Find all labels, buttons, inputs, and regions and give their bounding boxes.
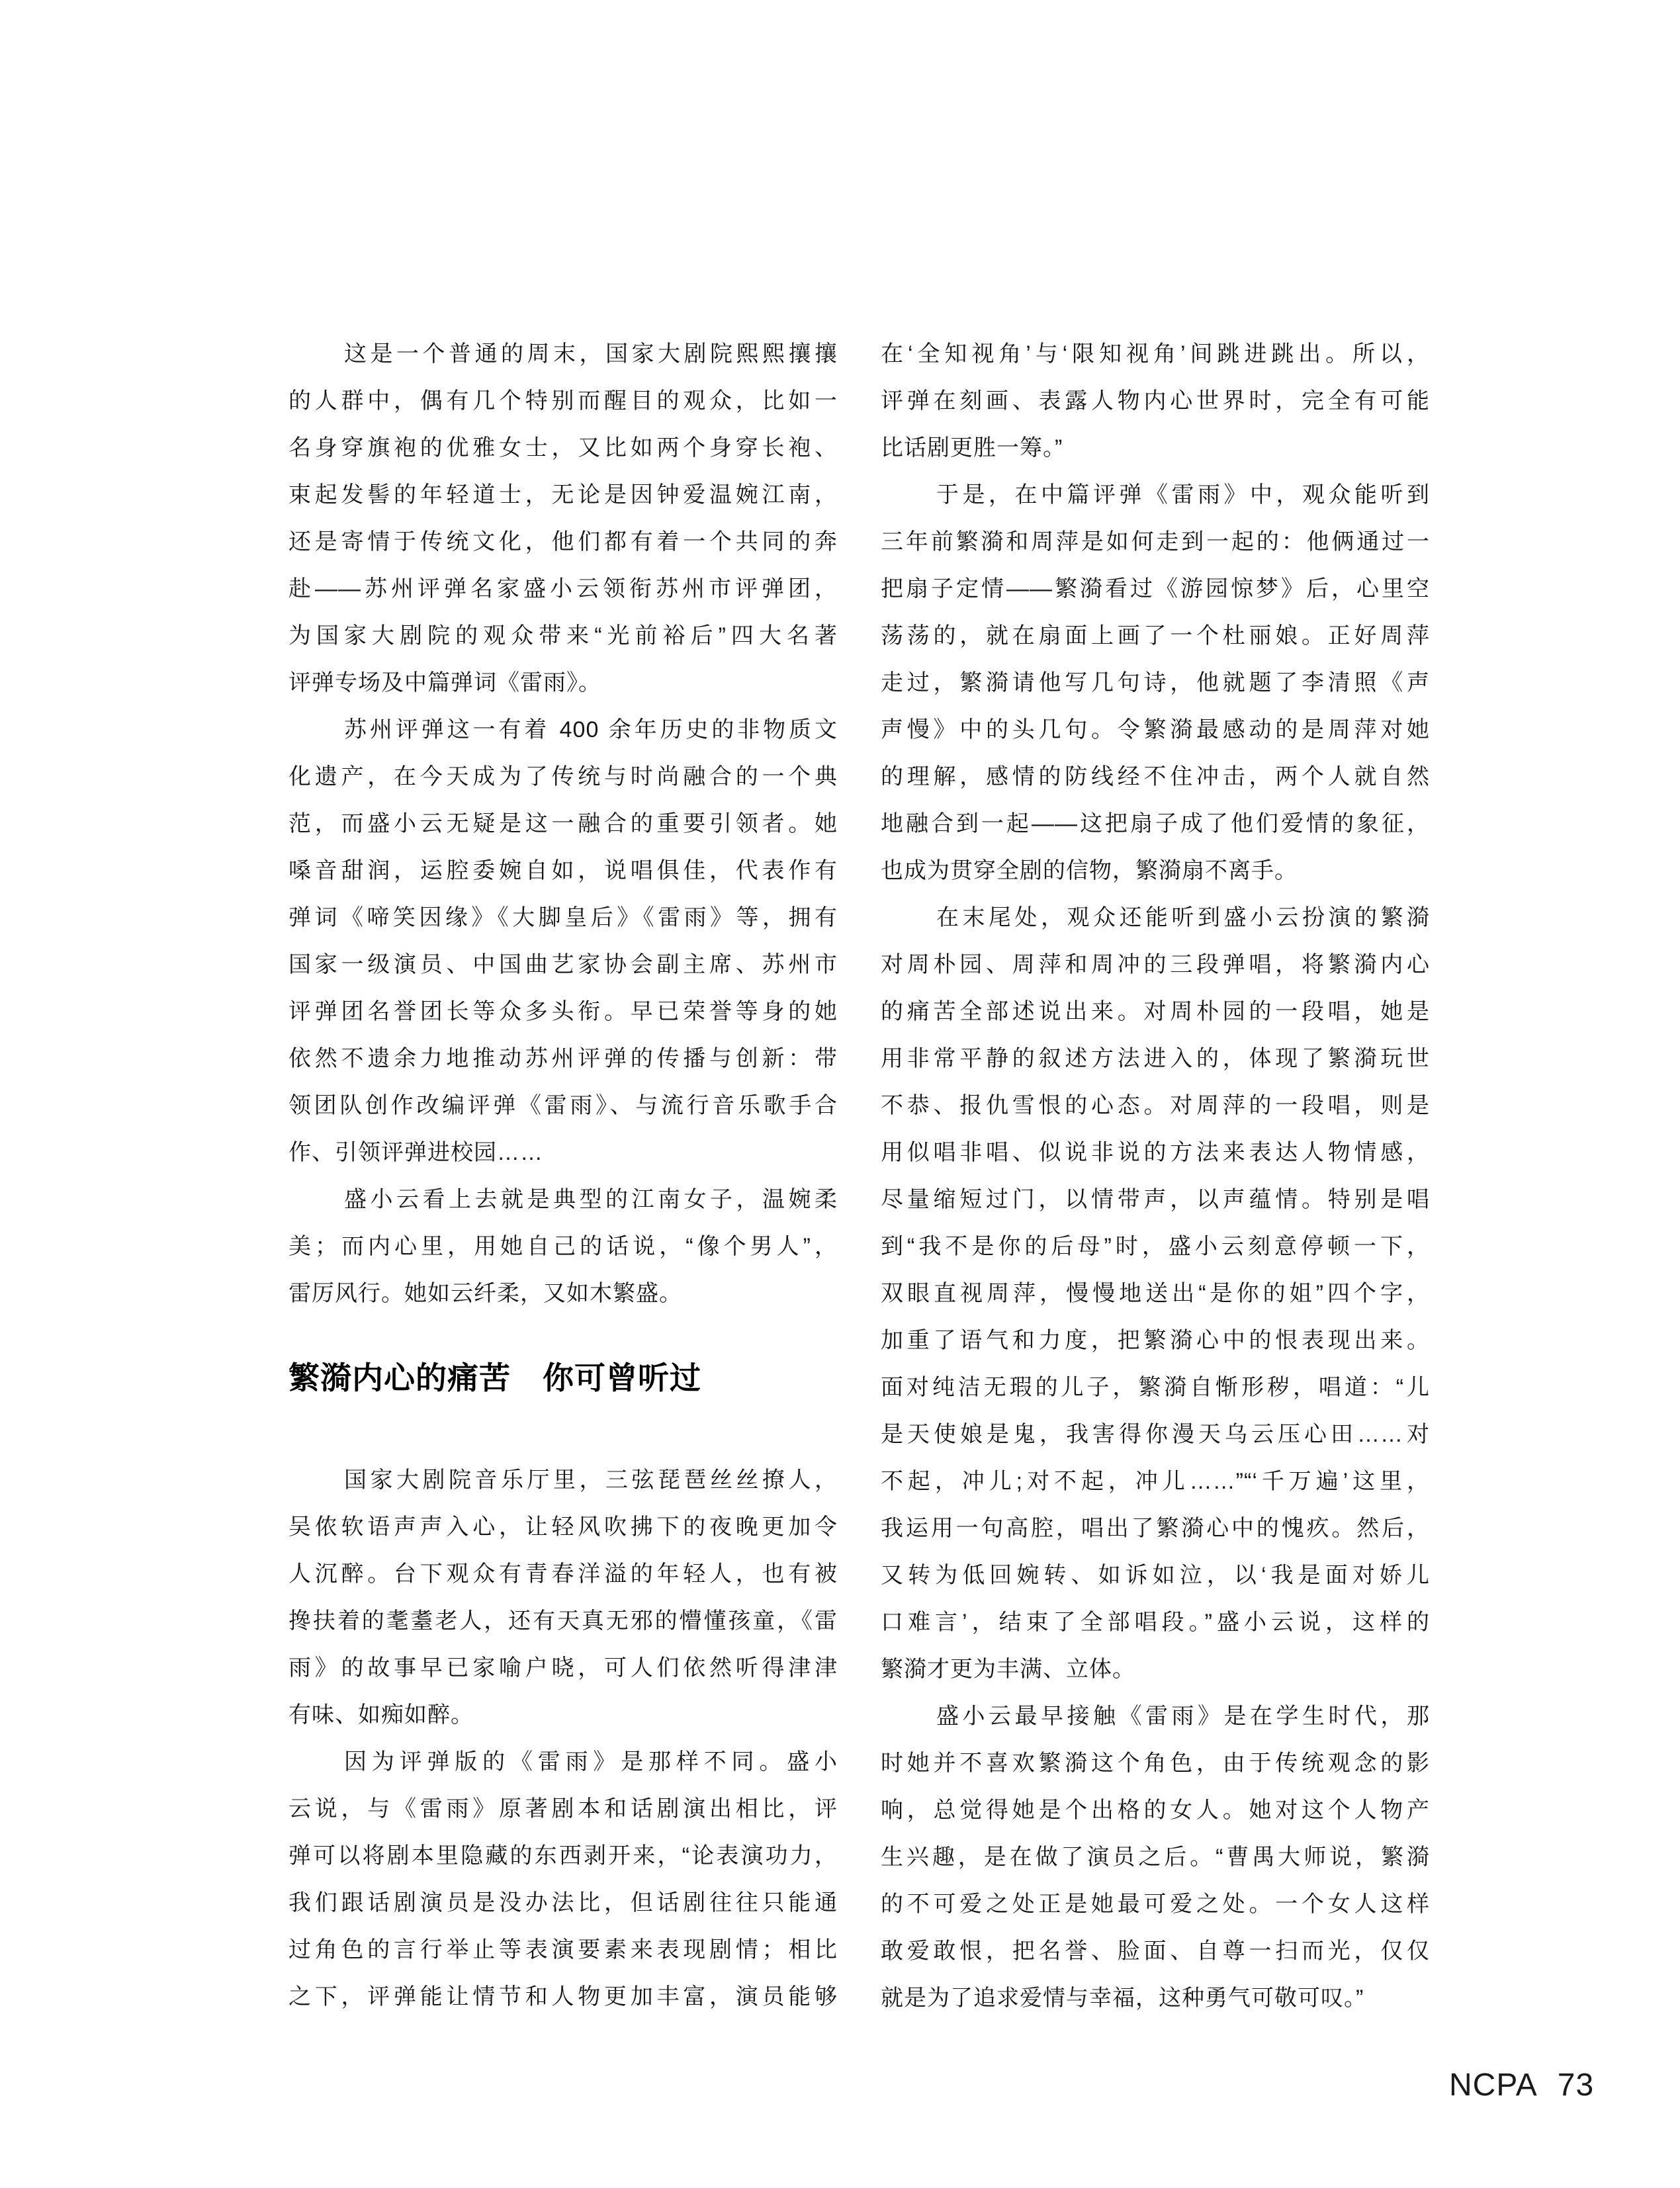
text-line: 搀扶着的耄耋老人，还有天真无邪的懵懂孩童，《雷 [288, 1608, 838, 1634]
text-line: 云说，与《雷雨》原著剧本和话剧演出相比，评 [288, 1796, 838, 1821]
text-line: 因为评弹版的《雷雨》是那样不同。盛小 [344, 1749, 838, 1774]
text-line: 束起发髻的年轻道士，无论是因钟爱温婉江南， [288, 482, 838, 507]
text-line: 口难言’，结束了全部唱段。”盛小云说，这样的 [881, 1610, 1430, 1635]
text-line: 走过，繁漪请他写几句诗，他就题了李清照《声 [881, 670, 1430, 695]
footer-brand: NCPA [1449, 2068, 1538, 2103]
text-line: 荡荡的，就在扇面上画了一个杜丽娘。正好周萍 [881, 623, 1430, 648]
text-line: 用非常平静的叙述方法进入的，体现了繁漪玩世 [881, 1046, 1430, 1071]
text-line: 评弹团名誉团长等众多头衔。早已荣誉等身的她 [288, 999, 838, 1024]
text-line: 嗓音甜润，运腔委婉自如，说唱俱佳，代表作有 [288, 858, 838, 883]
text-line: 加重了语气和力度，把繁漪心中的恨表现出来。 [881, 1328, 1430, 1353]
text-line: 作、引领评弹进校园…… [288, 1140, 543, 1165]
text-line: 有味、如痴如醉。 [288, 1702, 474, 1728]
text-line: 时她并不喜欢繁漪这个角色，由于传统观念的影 [881, 1751, 1430, 1776]
text-line: 苏州评弹这一有着 400 余年历史的非物质文 [344, 717, 838, 742]
text-line: 敢爱敢恨，把名誉、脸面、自尊一扫而光，仅仅 [881, 1939, 1430, 1964]
text-line: 于是，在中篇评弹《雷雨》中，观众能听到 [936, 482, 1430, 507]
text-line: 过角色的言行举止等表演要素来表现剧情；相比 [288, 1937, 838, 1962]
text-line: 的不可爱之处正是她最可爱之处。一个女人这样 [881, 1892, 1430, 1917]
text-line: 对周朴园、周萍和周冲的三段弹唱，将繁漪内心 [881, 952, 1430, 977]
text-line: 双眼直视周萍，慢慢地送出“是你的姐”四个字， [881, 1281, 1430, 1306]
text-line: 弹可以将剧本里隐藏的东西剥开来，“论表演功力， [288, 1843, 838, 1868]
article-column-left [288, 331, 838, 2021]
text-line: 响，总觉得她是个出格的女人。她对这个人物产 [881, 1798, 1430, 1823]
text-line: 又转为低回婉转、如诉如泣，以‘我是面对娇儿 [881, 1563, 1430, 1588]
text-line: 地融合到一起——这把扇子成了他们爱情的象征， [881, 811, 1430, 836]
text-line: 用似唱非唱、似说非说的方法来表达人物情感， [881, 1140, 1430, 1165]
text-line: 是天使娘是鬼，我害得你漫天乌云压心田……对 [881, 1422, 1430, 1447]
text-line: 就是为了追求爱情与幸福，这种勇气可敬可叹。” [881, 1986, 1364, 2011]
text-line: 盛小云最早接触《雷雨》是在学生时代，那 [936, 1704, 1430, 1729]
text-line: 不起，冲儿;对不起，冲儿……”“‘千万遍’这里， [881, 1469, 1430, 1494]
text-line: 在末尾处，观众还能听到盛小云扮演的繁漪 [936, 905, 1430, 930]
text-line: 雷厉风行。她如云纤柔，又如木繁盛。 [288, 1281, 682, 1306]
article-column-right [881, 331, 1430, 2022]
text-line: 美；而内心里，用她自己的话说，“像个男人”， [288, 1234, 838, 1259]
text-line: 也成为贯穿全剧的信物，繁漪扇不离手。 [881, 858, 1298, 883]
text-line: 还是寄情于传统文化，他们都有着一个共同的奔 [288, 529, 838, 554]
text-line: 名身穿旗袍的优雅女士，又比如两个身穿长袍、 [288, 435, 838, 460]
text-line: 化遗产，在今天成为了传统与时尚融合的一个典 [288, 764, 838, 789]
text-line: 我们跟话剧演员是没办法比，但话剧往往只能通 [288, 1890, 838, 1915]
text-line: 在‘全知视角’与‘限知视角’间跳进跳出。所以， [881, 341, 1430, 367]
text-line: 为国家大剧院的观众带来“光前裕后”四大名著 [288, 623, 838, 648]
text-line: 繁漪才更为丰满、立体。 [881, 1657, 1135, 1682]
text-line: 三年前繁漪和周萍是如何走到一起的：他俩通过一 [881, 529, 1430, 554]
text-line: 领团队创作改编评弹《雷雨》、与流行音乐歌手合 [288, 1093, 838, 1118]
text-line: 国家大剧院音乐厅里，三弦琵琶丝丝撩人， [344, 1467, 838, 1493]
text-line: 比话剧更胜一筹。” [881, 435, 1063, 460]
text-line: 范，而盛小云无疑是这一融合的重要引领者。她 [288, 811, 838, 836]
text-line: 雨》的故事早已家喻户晓，可人们依然听得津津 [288, 1655, 838, 1681]
text-line: 评弹专场及中篇弹词《雷雨》。 [288, 670, 601, 695]
text-line: 盛小云看上去就是典型的江南女子，温婉柔 [344, 1187, 838, 1212]
page-footer [1449, 2067, 1594, 2103]
footer-page-number: 73 [1557, 2068, 1595, 2103]
text-line: 我运用一句高腔，唱出了繁漪心中的愧疚。然后， [881, 1516, 1430, 1541]
text-line: 面对纯洁无瑕的儿子，繁漪自惭形秽，唱道：“儿 [881, 1375, 1430, 1400]
section-heading: 繁漪内心的痛苦 你可曾听过 [288, 1360, 701, 1395]
text-line: 生兴趣，是在做了演员之后。“曹禺大师说，繁漪 [881, 1845, 1430, 1870]
text-line: 国家一级演员、中国曲艺家协会副主席、苏州市 [288, 952, 838, 977]
text-line: 弹词《啼笑因缘》《大脚皇后》《雷雨》等，拥有 [288, 905, 838, 930]
text-line: 赴——苏州评弹名家盛小云领衔苏州市评弹团， [288, 576, 838, 601]
text-line: 人沉醉。台下观众有青春洋溢的年轻人，也有被 [288, 1561, 838, 1587]
text-line: 依然不遗余力地推动苏州评弹的传播与创新：带 [288, 1046, 838, 1071]
text-line: 的人群中，偶有几个特别而醒目的观众，比如一 [288, 388, 838, 414]
text-line: 评弹在刻画、表露人物内心世界时，完全有可能 [881, 388, 1430, 414]
text-line: 到“我不是你的后母”时，盛小云刻意停顿一下， [881, 1234, 1430, 1259]
text-line: 把扇子定情——繁漪看过《游园惊梦》后，心里空 [881, 576, 1430, 601]
text-line: 这是一个普通的周末，国家大剧院熙熙攘攘 [344, 341, 838, 367]
text-line: 声慢》中的头几句。令繁漪最感动的是周萍对她 [881, 717, 1430, 742]
text-line: 不恭、报仇雪恨的心态。对周萍的一段唱，则是 [881, 1093, 1430, 1118]
text-line: 吴侬软语声声入心，让轻风吹拂下的夜晚更加令 [288, 1514, 838, 1540]
text-line: 的痛苦全部述说出来。对周朴园的一段唱，她是 [881, 999, 1430, 1024]
text-line: 尽量缩短过门，以情带声，以声蕴情。特别是唱 [881, 1187, 1430, 1212]
text-line: 之下，评弹能让情节和人物更加丰富，演员能够 [288, 1984, 838, 2009]
text-line: 的理解，感情的防线经不住冲击，两个人就自然 [881, 764, 1430, 789]
